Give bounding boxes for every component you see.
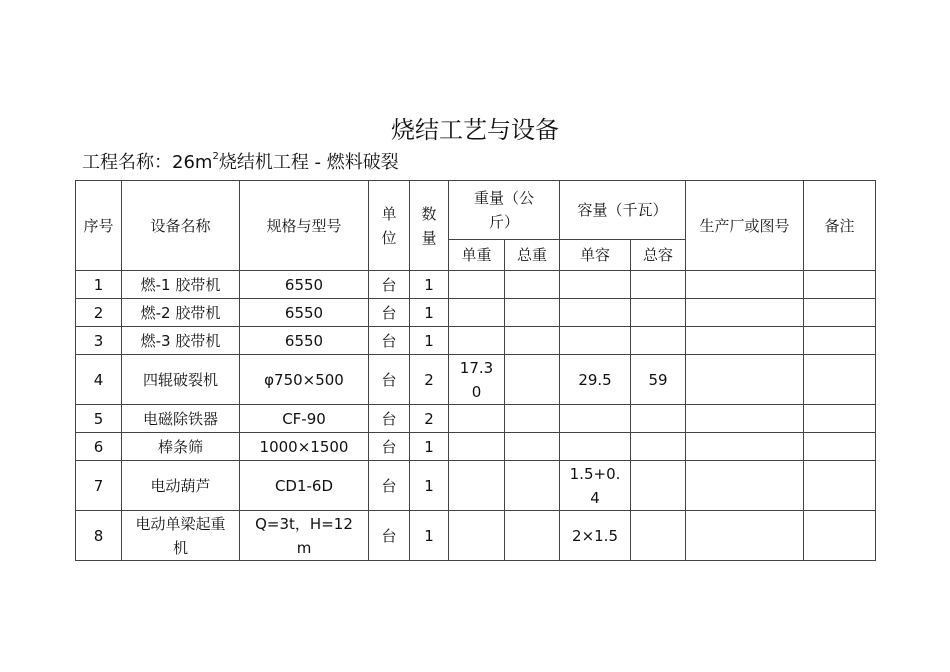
header-name: 设备名称 [122, 181, 240, 271]
cell-unit: 台 [369, 433, 410, 461]
header-spec: 规格与型号 [240, 181, 369, 271]
cell-spec: CD1-6D [240, 461, 369, 511]
cell-capacity-unit [560, 299, 631, 327]
header-row [76, 181, 876, 240]
cell-weight-unit: 17.30 [449, 355, 505, 405]
cell-spec: 6550 [240, 299, 369, 327]
equipment-table [75, 180, 876, 561]
cell-unit: 台 [369, 405, 410, 433]
cell-name: 燃-1 胶带机 [122, 271, 240, 299]
cell-unit: 台 [369, 327, 410, 355]
cell-weight-unit [449, 271, 505, 299]
cell-unit: 台 [369, 355, 410, 405]
cell-capacity-unit: 2×1.5 [560, 511, 631, 561]
header-seq: 序号 [76, 181, 122, 271]
cell-weight-unit [449, 299, 505, 327]
cell-capacity-unit [560, 433, 631, 461]
cell-capacity-unit: 29.5 [560, 355, 631, 405]
header-capacity: 容量（千瓦） [560, 181, 686, 240]
header-weight-unit: 单重 [449, 240, 505, 271]
cell-maker [686, 355, 804, 405]
cell-capacity-unit [560, 271, 631, 299]
cell-seq: 3 [76, 327, 122, 355]
cell-qty: 1 [410, 433, 449, 461]
cell-weight-total [505, 271, 560, 299]
project-superscript: 2 [212, 151, 219, 162]
table-row [76, 511, 876, 561]
cell-maker [686, 327, 804, 355]
cell-capacity-total [631, 461, 686, 511]
header-capacity-unit: 单容 [560, 240, 631, 271]
cell-weight-total [505, 327, 560, 355]
cell-capacity-total [631, 299, 686, 327]
cell-weight-total [505, 461, 560, 511]
cell-weight-unit [449, 405, 505, 433]
cell-spec: 6550 [240, 271, 369, 299]
cell-maker [686, 405, 804, 433]
cell-name: 电动单梁起重机 [122, 511, 240, 561]
cell-qty: 1 [410, 299, 449, 327]
cell-capacity-total [631, 271, 686, 299]
cell-name: 燃-3 胶带机 [122, 327, 240, 355]
document-title: 烧结工艺与设备 [391, 116, 559, 144]
cell-spec: φ750×500 [240, 355, 369, 405]
cell-name: 电磁除铁器 [122, 405, 240, 433]
cell-spec: Q=3t，H=12m [240, 511, 369, 561]
table-row [76, 405, 876, 433]
project-label: 工程名称： [82, 152, 172, 173]
cell-remark [804, 299, 876, 327]
cell-spec: 1000×1500 [240, 433, 369, 461]
cell-seq: 1 [76, 271, 122, 299]
cell-capacity-unit [560, 405, 631, 433]
cell-capacity-unit: 1.5+0.4 [560, 461, 631, 511]
cell-capacity-total [631, 511, 686, 561]
cell-weight-total [505, 355, 560, 405]
table-row [76, 355, 876, 405]
cell-qty: 1 [410, 271, 449, 299]
header-remark: 备注 [804, 181, 876, 271]
header-capacity-total: 总容 [631, 240, 686, 271]
cell-unit: 台 [369, 511, 410, 561]
table-row [76, 433, 876, 461]
table-row [76, 299, 876, 327]
cell-unit: 台 [369, 271, 410, 299]
cell-weight-total [505, 511, 560, 561]
cell-weight-unit [449, 461, 505, 511]
cell-spec: 6550 [240, 327, 369, 355]
cell-weight-total [505, 299, 560, 327]
cell-maker [686, 461, 804, 511]
cell-capacity-total [631, 433, 686, 461]
cell-spec: CF-90 [240, 405, 369, 433]
table-row [76, 461, 876, 511]
cell-qty: 1 [410, 511, 449, 561]
header-weight: 重量（公斤） [449, 181, 560, 240]
table-row [76, 327, 876, 355]
cell-capacity-total [631, 327, 686, 355]
cell-remark [804, 355, 876, 405]
cell-seq: 4 [76, 355, 122, 405]
cell-seq: 8 [76, 511, 122, 561]
cell-weight-unit [449, 433, 505, 461]
cell-remark [804, 511, 876, 561]
header-maker: 生产厂或图号 [686, 181, 804, 271]
cell-name: 燃-2 胶带机 [122, 299, 240, 327]
cell-capacity-unit [560, 327, 631, 355]
cell-name: 电动葫芦 [122, 461, 240, 511]
cell-seq: 6 [76, 433, 122, 461]
cell-seq: 5 [76, 405, 122, 433]
cell-remark [804, 461, 876, 511]
cell-qty: 2 [410, 355, 449, 405]
cell-qty: 1 [410, 461, 449, 511]
cell-weight-total [505, 405, 560, 433]
cell-remark [804, 271, 876, 299]
cell-maker [686, 271, 804, 299]
cell-unit: 台 [369, 461, 410, 511]
project-prefix: 26m [172, 152, 213, 173]
cell-capacity-total [631, 405, 686, 433]
cell-capacity-total: 59 [631, 355, 686, 405]
cell-maker [686, 299, 804, 327]
project-suffix: 烧结机工程 - 燃料破裂 [218, 152, 399, 173]
project-name [82, 148, 399, 174]
cell-seq: 2 [76, 299, 122, 327]
header-qty: 数量 [410, 181, 449, 271]
cell-weight-total [505, 433, 560, 461]
header-weight-total: 总重 [505, 240, 560, 271]
cell-weight-unit [449, 511, 505, 561]
cell-weight-unit [449, 327, 505, 355]
cell-maker [686, 511, 804, 561]
header-unit: 单位 [369, 181, 410, 271]
cell-unit: 台 [369, 299, 410, 327]
cell-name: 四辊破裂机 [122, 355, 240, 405]
cell-remark [804, 433, 876, 461]
cell-maker [686, 433, 804, 461]
cell-qty: 2 [410, 405, 449, 433]
cell-remark [804, 405, 876, 433]
cell-seq: 7 [76, 461, 122, 511]
table-row [76, 271, 876, 299]
cell-name: 棒条筛 [122, 433, 240, 461]
cell-qty: 1 [410, 327, 449, 355]
cell-remark [804, 327, 876, 355]
